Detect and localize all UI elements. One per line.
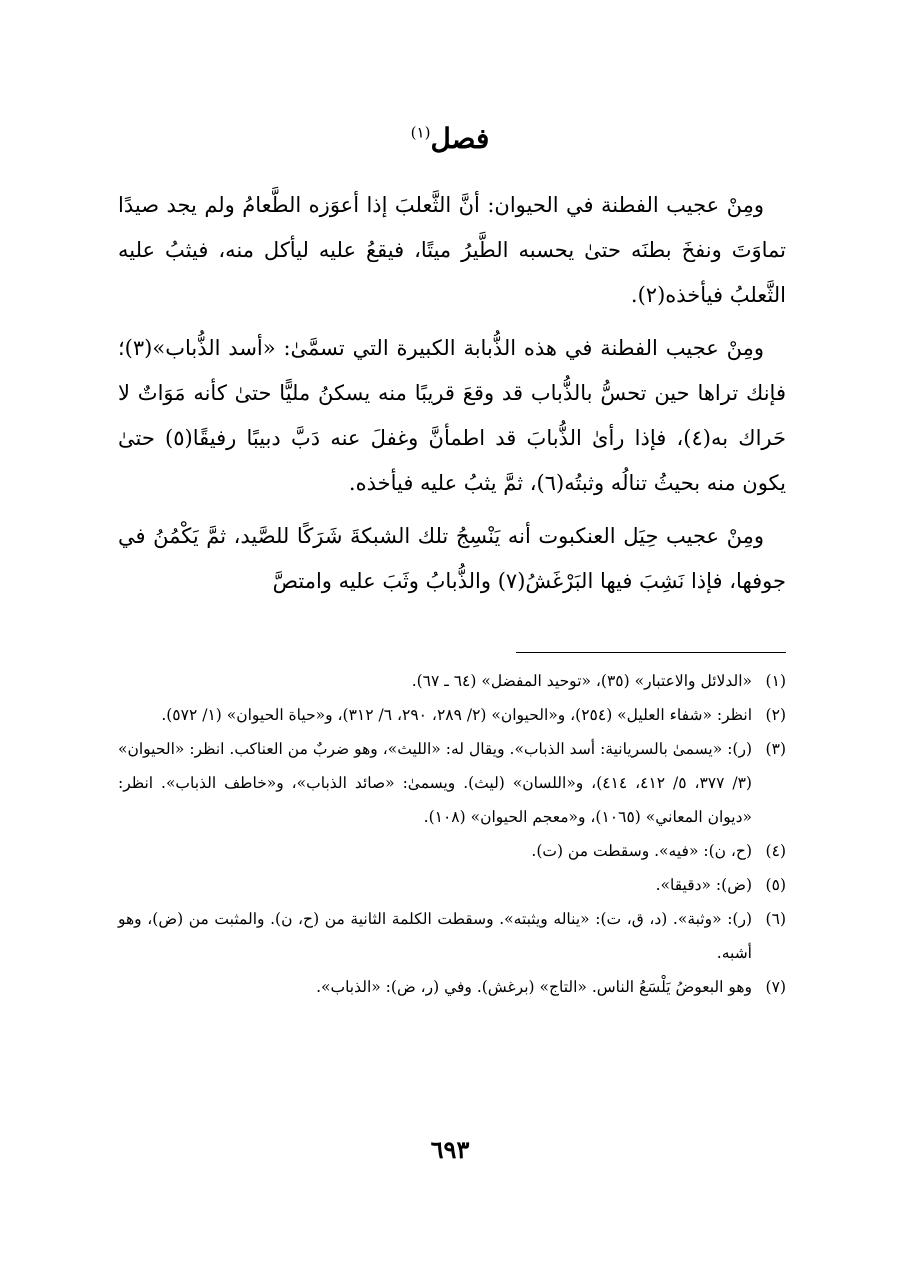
footnote — [118, 698, 786, 732]
footnote-number: (٧) — [765, 978, 786, 996]
footnote-text: (ر): «وثبة». (د، ق، ت): «يناله ويثبته». وسقطت الكلمة الثانية من (ح، ن). والمثبت من (ض)، وهو أشبه. — [118, 910, 752, 962]
footnote-text: (ح، ن): «فيه». وسقطت من (ت). — [531, 842, 752, 860]
footnote-number: (٥) — [765, 876, 786, 894]
footnote — [118, 732, 786, 834]
footnote-text: انظر: «شفاء العليل» (٢٥٤)، و«الحيوان» (٢/ ٢٨٩، ٢٩٠، ٦/ ٣١٢)، و«حياة الحيوان» (١/ ٥٧٢). — [161, 706, 752, 724]
footnote — [118, 664, 786, 698]
footnote-number: (٢) — [765, 706, 786, 724]
footnote-number: (٦) — [765, 910, 786, 928]
paragraph-spider: ومِنْ عجيب حِيَل العنكبوت أنه يَنْسِجُ تلك الشبكةَ شَرَكًا للصَّيد، ثمَّ يَكْمُنُ في جوفها، فإذا نَشِبَ فيها البَرْغَشُ(٧) والذُّبابُ وثَبَ عليه وامتصَّ — [118, 524, 786, 593]
footnote-number: (٤) — [765, 842, 786, 860]
footnote-separator — [516, 652, 786, 653]
footnote — [118, 970, 786, 1004]
footnote-text: «الدلائل والاعتبار» (٣٥)، «توحيد المفضل» (٦٤ ـ ٦٧). — [411, 672, 752, 690]
footnote-number: (٣) — [765, 740, 786, 758]
paragraph-fly-lion: ومِنْ عجيب الفطنة في هذه الذُّبابة الكبيرة التي تسمَّىٰ: «أسد الذُّباب»(٣)؛ فإنك تراها حين تحسُّ بالذُّباب قد وقعَ قريبًا منه يسكنُ مليًّا حتىٰ كأنه مَوَاتٌ لا حَراك به(٤)، فإذا رأىٰ الذُّبابَ قد اطمأنَّ وغفلَ عنه دَبَّ دبيبًا رفيقًا(٥) حتىٰ يكون منه بحيثُ تنالُه وثبتُه(٦)، ثمَّ يثبُ عليه فيأخذه. — [118, 336, 786, 495]
page-number: ٦٩٣ — [430, 1135, 470, 1164]
footnote-text: (ر): «يسمىٰ بالسريانية: أسد الذباب». ويقال له: «الليث»، وهو ضربٌ من العناكب. انظر: «الحيوان» (٣/ ٣٧٧، ٥/ ٤١٢، ٤١٤)، و«اللسان» (ليث). ويسمىٰ: «صائد الذباب»، و«خاطف الذباب». انظر: «ديوان المعاني» (١٠٦٥)، و«معجم الحيوان» (١٠٨). — [118, 740, 752, 826]
main-text — [118, 183, 786, 612]
section-heading — [0, 122, 900, 155]
footnote — [118, 902, 786, 970]
footnote-text: وهو البعوضُ يَلْسَعُ الناس. «التاج» (برغش). وفي (ر، ض): «الذباب». — [316, 978, 752, 996]
footnote — [118, 868, 786, 902]
footnotes — [118, 664, 786, 1004]
footnote-text: (ض): «دقيقا». — [655, 876, 752, 894]
heading-footnote-ref: (١) — [410, 123, 431, 142]
paragraph-fox: ومِنْ عجيب الفطنة في الحيوان: أنَّ الثَّعلبَ إذا أعوَزه الطَّعامُ ولم يجد صيدًا تماوَتَ ونفخَ بطنَه حتىٰ يحسبه الطَّيرُ ميتًا، فيقعُ عليه ليأكل منه، فيثبُ عليه الثَّعلبُ فيأخذه(٢). — [118, 193, 786, 307]
footnote — [118, 834, 786, 868]
footnote-number: (١) — [765, 672, 786, 690]
heading-title: فصل — [430, 122, 490, 155]
